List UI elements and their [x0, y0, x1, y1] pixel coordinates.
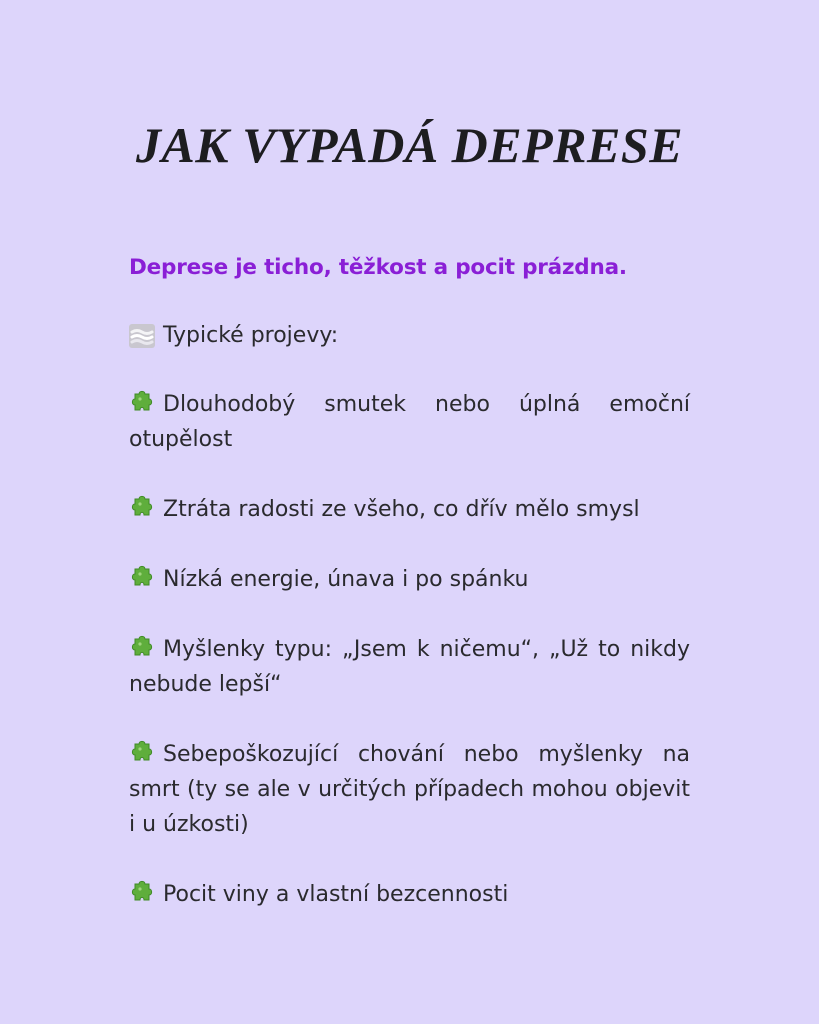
section-heading-label: Typické projevy:: [163, 323, 339, 348]
list-item-text: Nízká energie, únava i po spánku: [163, 567, 529, 592]
list-item: [129, 632, 690, 702]
content: [129, 248, 690, 912]
puzzle-piece-icon: [129, 564, 155, 590]
fog-icon: [129, 324, 155, 348]
subtitle: Deprese je ticho, těžkost a pocit prázdna.: [129, 255, 627, 280]
page-title: JAK VYPADÁ DEPRESE: [135, 117, 684, 173]
puzzle-piece-icon: [129, 879, 155, 905]
symptom-list: [129, 387, 690, 912]
puzzle-piece-icon: [129, 389, 155, 415]
list-item: [129, 562, 690, 597]
list-item-text: Sebepoškozující chování nebo myšlenky na smrt (ty se ale v určitých případech mohou objevit i u úzkosti): [129, 742, 690, 837]
list-item-text: Myšlenky typu: „Jsem k ničemu“, „Už to nikdy nebude lepší“: [129, 637, 690, 697]
list-item-text: Pocit viny a vlastní bezcennosti: [163, 882, 509, 907]
puzzle-piece-icon: [129, 494, 155, 520]
list-item: [129, 387, 690, 457]
section-heading: [129, 318, 690, 353]
puzzle-piece-icon: [129, 739, 155, 765]
list-item: [129, 492, 690, 527]
list-item-text: Ztráta radosti ze všeho, co dřív mělo smysl: [163, 497, 640, 522]
list-item: [129, 737, 690, 842]
list-item-text: Dlouhodobý smutek nebo úplná emoční otupělost: [129, 392, 690, 452]
puzzle-piece-icon: [129, 634, 155, 660]
list-item: [129, 877, 690, 912]
